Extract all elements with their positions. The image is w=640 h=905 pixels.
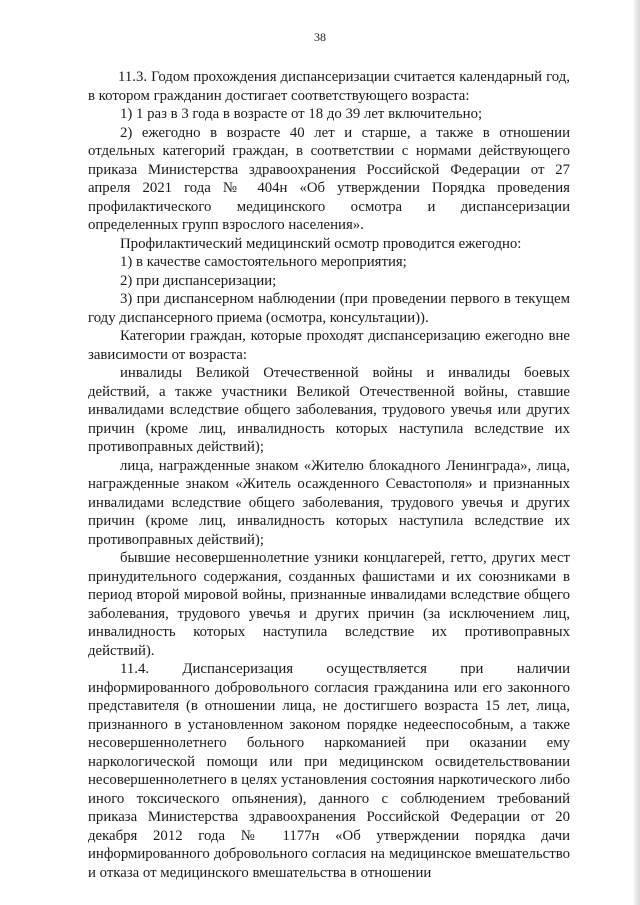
paragraph-categories: Категории граждан, которые проходят диспансеризацию ежегодно вне зависимости от возраста: (88, 328, 570, 363)
category-war-invalids: инвалиды Великой Отечественной войны и инвалиды боевых действий, а также участники Великой Отечественной войны, ставшие инвалидами вследствие общего заболевания, трудового увечья или других причин (кроме лиц, инвалидность которых наступила вследствие их противоправных действий); (88, 365, 570, 455)
page-edge-shadow (634, 0, 640, 905)
paragraph-11-3: 11.3. Годом прохождения диспансеризации считается календарный год, в котором гражданин достигает соответствующего возраста: (88, 69, 570, 104)
paragraph-11-4: 11.4. Диспансеризация осуществляется при наличии информированного добровольного согласия гражданина или его законного представителя (в отношении лица, не достигшего возраста 15 лет, лица, признанного в установленном законом порядке недееспособным, а также несовершеннолетнего больного наркоманией при оказании ему наркологической помощи или при медицинском освидетельствовании несовершеннолетнего в целях установления состояния наркотического либо иного токсического опьянения), данного с соблюдением требований приказа Министерства здравоохранения Российской Федерации от 20 декабря 2012 года № 1177н «Об утверждении порядка дачи информированного добровольного согласия на медицинское вмешательство и отказа от медицинского вмешательства в отношении (88, 661, 570, 881)
list-item-2: 2) ежегодно в возрасте 40 лет и старше, а также в отношении отдельных категорий граждан, в соответствии с нормами действующего приказа Министерства здравоохранения Российской Федерации от 27 апреля 2021 года № 404н «Об утверждении Порядка проведения профилактического медицинского осмотра и диспансеризации определенных групп взрослого населения». (88, 124, 570, 233)
page-number: 38 (314, 30, 326, 44)
document-body (88, 68, 570, 882)
list-item-exam-3: 3) при диспансерном наблюдении (при проведении первого в текущем году диспансерного приема (осмотра, консультации)). (88, 291, 570, 326)
list-item-exam-1: 1) в качестве самостоятельного мероприятия; (120, 254, 407, 270)
category-badge-holders: лица, награжденные знаком «Жителю блокадного Ленинграда», лица, награжденные знаком «Житель осажденного Севастополя» и признанных инвалидами вследствие общего заболевания, трудового увечья и других причин (кроме лиц, инвалидность которых наступила вследствие их противоправных действий); (88, 457, 570, 548)
paragraph-preventive-exam: Профилактический медицинский осмотр проводится ежегодно: (120, 235, 522, 252)
list-item-1: 1) 1 раз в 3 года в возрасте от 18 до 39 лет включительно; (120, 106, 483, 122)
category-former-prisoners: бывшие несовершеннолетние узники концлагерей, гетто, других мест принудительного содержания, созданных фашистами и их союзниками в период второй мировой войны, признанные инвалидами вследствие общего заболевания, трудового увечья и других причин (за исключением лиц, инвалидность которых наступила вследствие их противоправных действий). (88, 550, 570, 659)
list-item-exam-2: 2) при диспансеризации; (120, 272, 277, 289)
